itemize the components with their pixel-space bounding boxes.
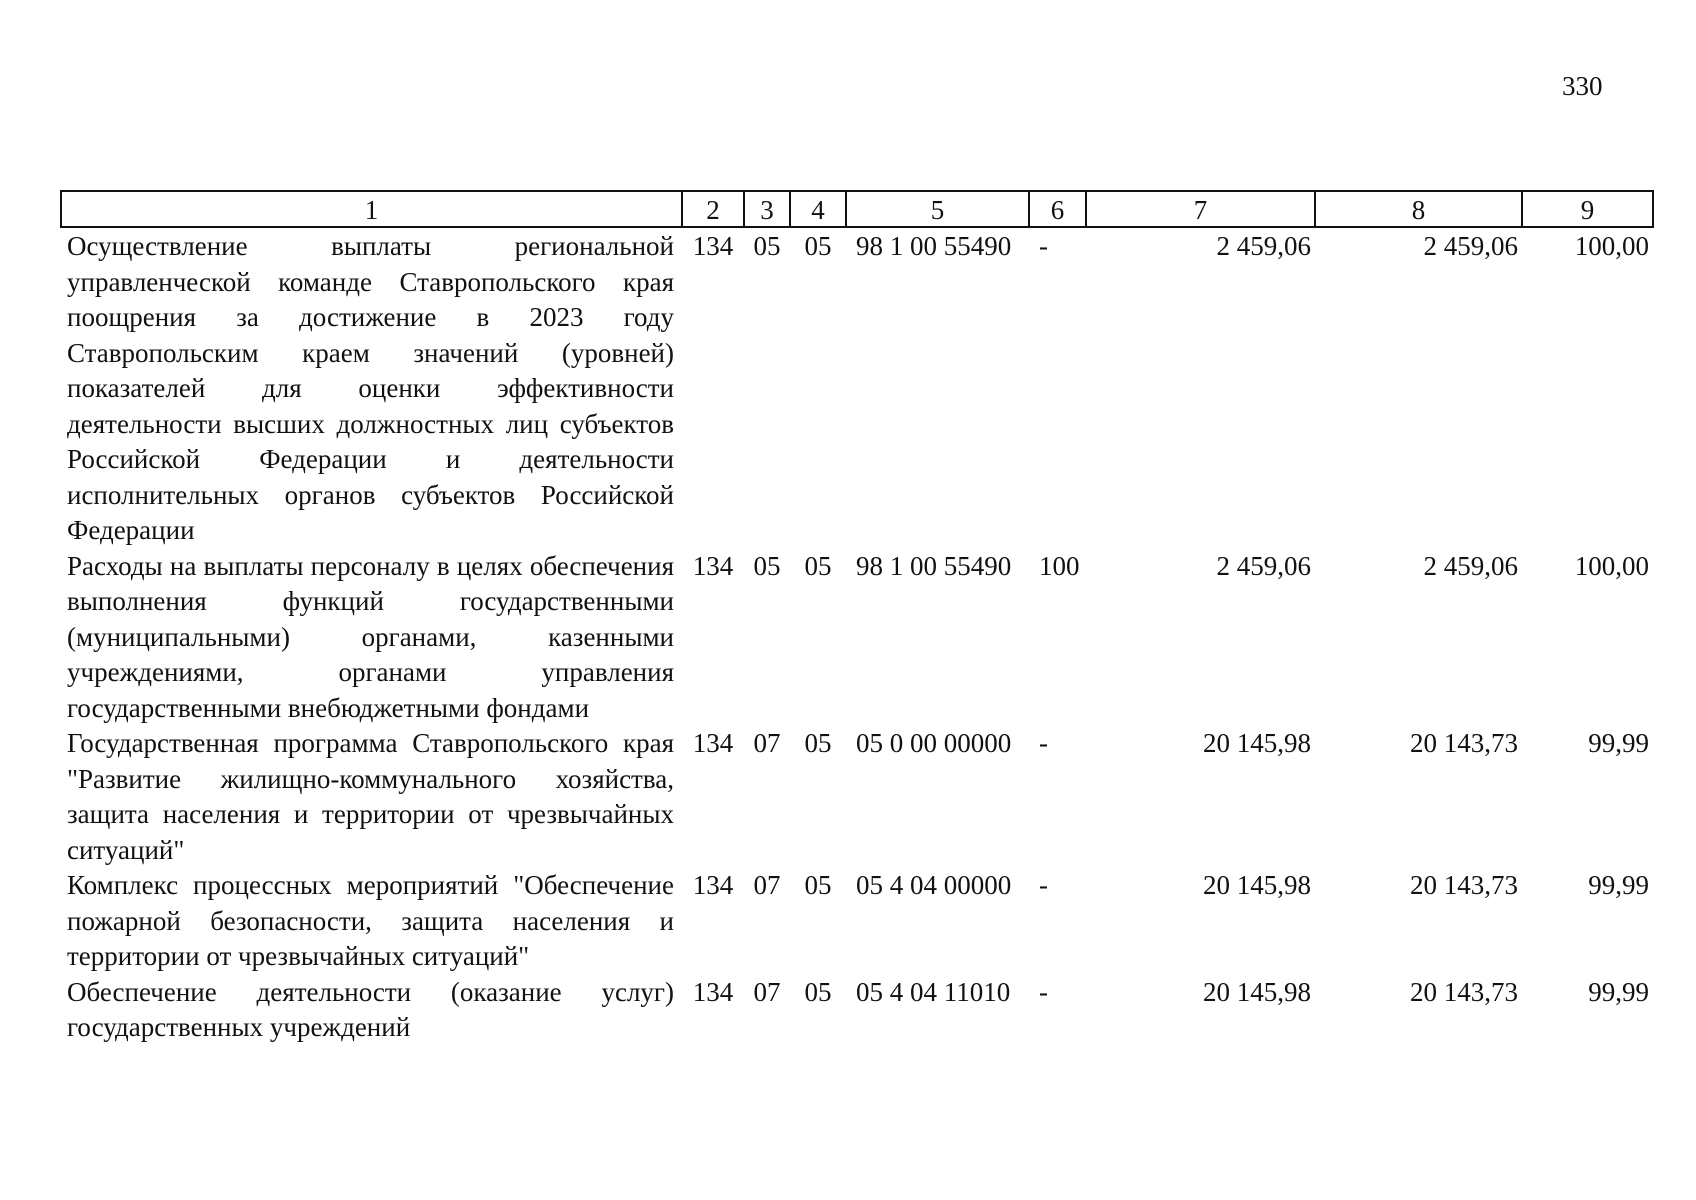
row-name: Расходы на выплаты персоналу в целях обеспечения выполнения функций государственными (муниципальными) органами, казенными учреждениями, органами управления государственными внебюджетными фондами <box>67 550 674 723</box>
row-name: Осуществление выплаты региональной управленческой команде Ставропольского края поощрения за достижение в 2023 году Ставропольским краем значений (уровней) показателей для оценки эффективности деятельности высших должностных лиц субъектов Российской Федерации и деятельности исполнительных органов субъектов Российской Федерации <box>67 231 674 545</box>
budget-table <box>60 190 1654 1046</box>
row-amount-actual: 20 143,73 <box>1410 870 1518 900</box>
row-amount-actual: 2 459,06 <box>1423 550 1518 581</box>
row-name: Обеспечение деятельности (оказание услуг) государственных учреждений <box>67 976 674 1042</box>
table-header-row <box>61 191 1653 227</box>
column-header-6: 6 <box>1029 191 1086 227</box>
table-row <box>61 975 1653 1046</box>
row-code-expense-type: - <box>1039 231 1048 261</box>
column-header-2: 2 <box>682 191 744 227</box>
row-code-section: 07 <box>753 976 781 1007</box>
row-code-ministry: 134 <box>692 870 734 900</box>
column-header-9: 9 <box>1522 191 1653 227</box>
row-amount-planned: 2 459,06 <box>1216 550 1311 581</box>
row-code-subsection: 05 <box>804 976 832 1007</box>
row-code-ministry: 134 <box>692 728 734 758</box>
column-header-5: 5 <box>846 191 1029 227</box>
row-code-section: 05 <box>753 231 781 261</box>
row-amount-planned: 2 459,06 <box>1216 231 1311 261</box>
row-amount-planned: 20 145,98 <box>1203 976 1311 1007</box>
table-row <box>61 549 1653 727</box>
row-amount-actual: 20 143,73 <box>1410 728 1518 758</box>
row-code-target: 05 4 04 00000 <box>856 870 1012 900</box>
row-name: Государственная программа Ставропольского края "Развитие жилищно-коммунального хозяйства, защита населения и территории от чрезвычайных ситуаций" <box>67 728 674 865</box>
row-amount-actual: 2 459,06 <box>1423 231 1518 261</box>
row-code-section: 07 <box>753 870 781 900</box>
table-header <box>61 191 1653 227</box>
row-percent: 100,00 <box>1574 231 1649 261</box>
row-code-section: 05 <box>753 550 781 581</box>
row-percent: 99,99 <box>1588 728 1649 758</box>
column-header-3: 3 <box>744 191 790 227</box>
column-header-1: 1 <box>61 191 682 227</box>
column-header-8: 8 <box>1315 191 1522 227</box>
row-percent: 99,99 <box>1588 976 1649 1007</box>
row-code-subsection: 05 <box>804 728 832 758</box>
table-row <box>61 868 1653 975</box>
row-code-target: 98 1 00 55490 <box>856 231 1012 261</box>
row-code-expense-type: - <box>1039 728 1048 758</box>
row-percent: 99,99 <box>1588 870 1649 900</box>
row-amount-planned: 20 145,98 <box>1203 870 1311 900</box>
row-code-target: 05 4 04 11010 <box>856 976 1011 1007</box>
row-code-expense-type: 100 <box>1039 550 1080 581</box>
row-percent: 100,00 <box>1574 550 1649 581</box>
row-name: Комплекс процессных мероприятий "Обеспечение пожарной безопасности, защита населения и территории от чрезвычайных ситуаций" <box>67 870 674 971</box>
row-code-subsection: 05 <box>804 231 832 261</box>
column-header-4: 4 <box>790 191 846 227</box>
row-code-ministry: 134 <box>692 231 734 261</box>
column-header-7: 7 <box>1086 191 1315 227</box>
row-code-target: 05 0 00 00000 <box>856 728 1012 758</box>
row-code-section: 07 <box>753 728 781 758</box>
row-code-subsection: 05 <box>804 870 832 900</box>
row-amount-actual: 20 143,73 <box>1410 976 1518 1007</box>
table-body <box>61 227 1653 1046</box>
row-code-target: 98 1 00 55490 <box>856 550 1012 581</box>
row-code-ministry: 134 <box>692 550 734 581</box>
row-amount-planned: 20 145,98 <box>1203 728 1311 758</box>
row-code-subsection: 05 <box>804 550 832 581</box>
row-code-ministry: 134 <box>692 976 734 1007</box>
row-code-expense-type: - <box>1039 976 1048 1007</box>
row-code-expense-type: - <box>1039 870 1048 900</box>
page-number: 330 <box>1562 71 1603 101</box>
table-row <box>61 227 1653 549</box>
table-row <box>61 726 1653 868</box>
